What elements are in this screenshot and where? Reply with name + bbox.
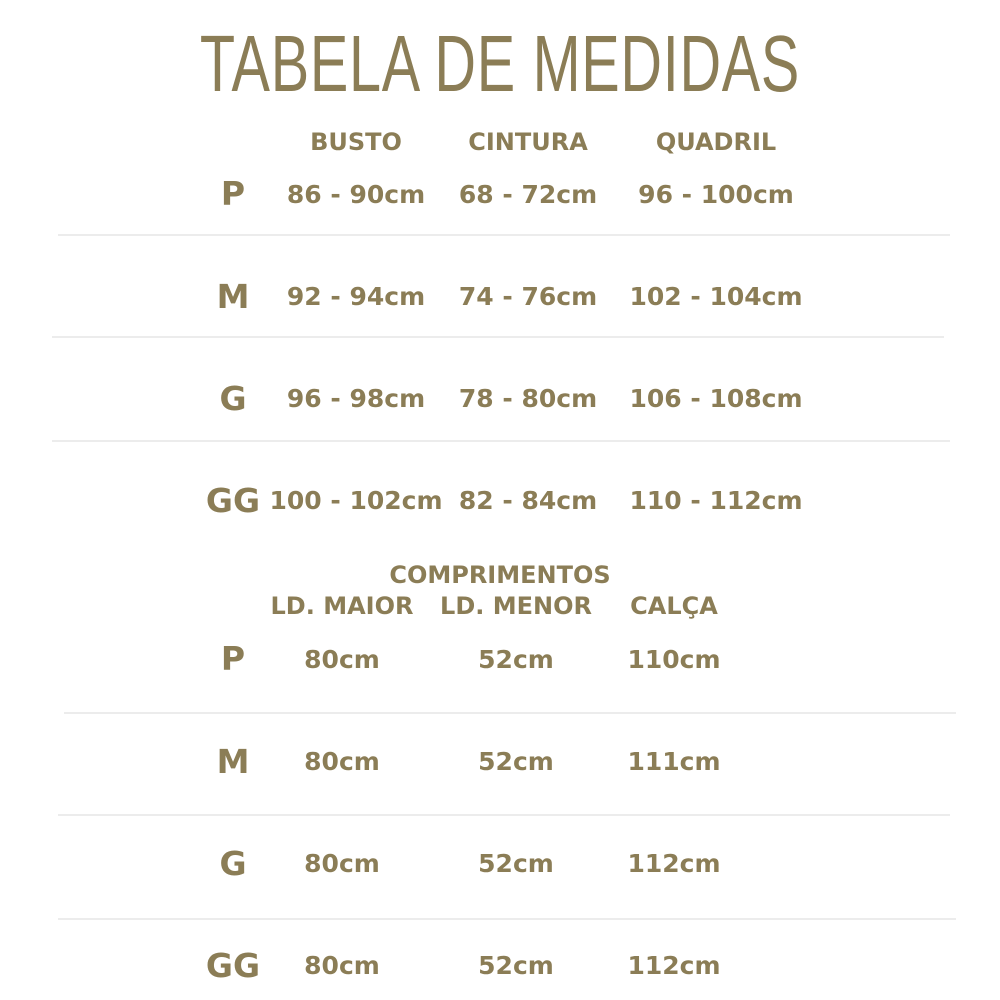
row-divider	[58, 234, 950, 236]
cintura-value: 78 - 80cm	[458, 384, 598, 413]
page-title: TABELA DE MEDIDAS	[199, 19, 801, 108]
size-label-p: P	[220, 174, 246, 213]
quadril-value: 96 - 100cm	[638, 180, 794, 209]
ld-maior-value: 80cm	[304, 849, 380, 878]
busto-value: 92 - 94cm	[286, 282, 426, 311]
size-label-p: P	[220, 639, 246, 678]
calca-value: 110cm	[627, 645, 721, 674]
section-title-comprimentos: COMPRIMENTOS	[389, 561, 611, 589]
calca-value: 111cm	[627, 747, 721, 776]
header-cintura: CINTURA	[468, 128, 588, 156]
row-divider	[52, 336, 944, 338]
header-ld-menor: LD. MENOR	[440, 592, 592, 620]
ld-maior-value: 80cm	[304, 951, 380, 980]
ld-maior-value: 80cm	[304, 645, 380, 674]
size-label-gg: GG	[205, 481, 261, 520]
cintura-value: 82 - 84cm	[458, 486, 598, 515]
row-divider	[58, 814, 950, 816]
quadril-value: 102 - 104cm	[629, 282, 803, 311]
calca-value: 112cm	[627, 849, 721, 878]
quadril-value: 110 - 112cm	[629, 486, 803, 515]
calca-value: 112cm	[627, 951, 721, 980]
row-divider	[64, 712, 956, 714]
ld-maior-value: 80cm	[304, 747, 380, 776]
header-busto: BUSTO	[310, 128, 402, 156]
busto-value: 86 - 90cm	[286, 180, 426, 209]
header-calca: CALÇA	[630, 592, 718, 620]
ld-menor-value: 52cm	[478, 849, 554, 878]
cintura-value: 68 - 72cm	[458, 180, 598, 209]
header-quadril: QUADRIL	[655, 128, 777, 156]
size-label-m: M	[216, 742, 250, 781]
ld-menor-value: 52cm	[478, 747, 554, 776]
header-ld-maior: LD. MAIOR	[270, 592, 414, 620]
busto-value: 96 - 98cm	[286, 384, 426, 413]
ld-menor-value: 52cm	[478, 951, 554, 980]
cintura-value: 74 - 76cm	[458, 282, 598, 311]
row-divider	[58, 918, 956, 920]
row-divider	[52, 440, 950, 442]
size-label-m: M	[216, 277, 250, 316]
quadril-value: 106 - 108cm	[629, 384, 803, 413]
busto-value: 100 - 102cm	[269, 486, 443, 515]
size-label-g: G	[219, 844, 247, 883]
size-label-g: G	[219, 379, 247, 418]
size-label-gg: GG	[205, 946, 261, 985]
ld-menor-value: 52cm	[478, 645, 554, 674]
